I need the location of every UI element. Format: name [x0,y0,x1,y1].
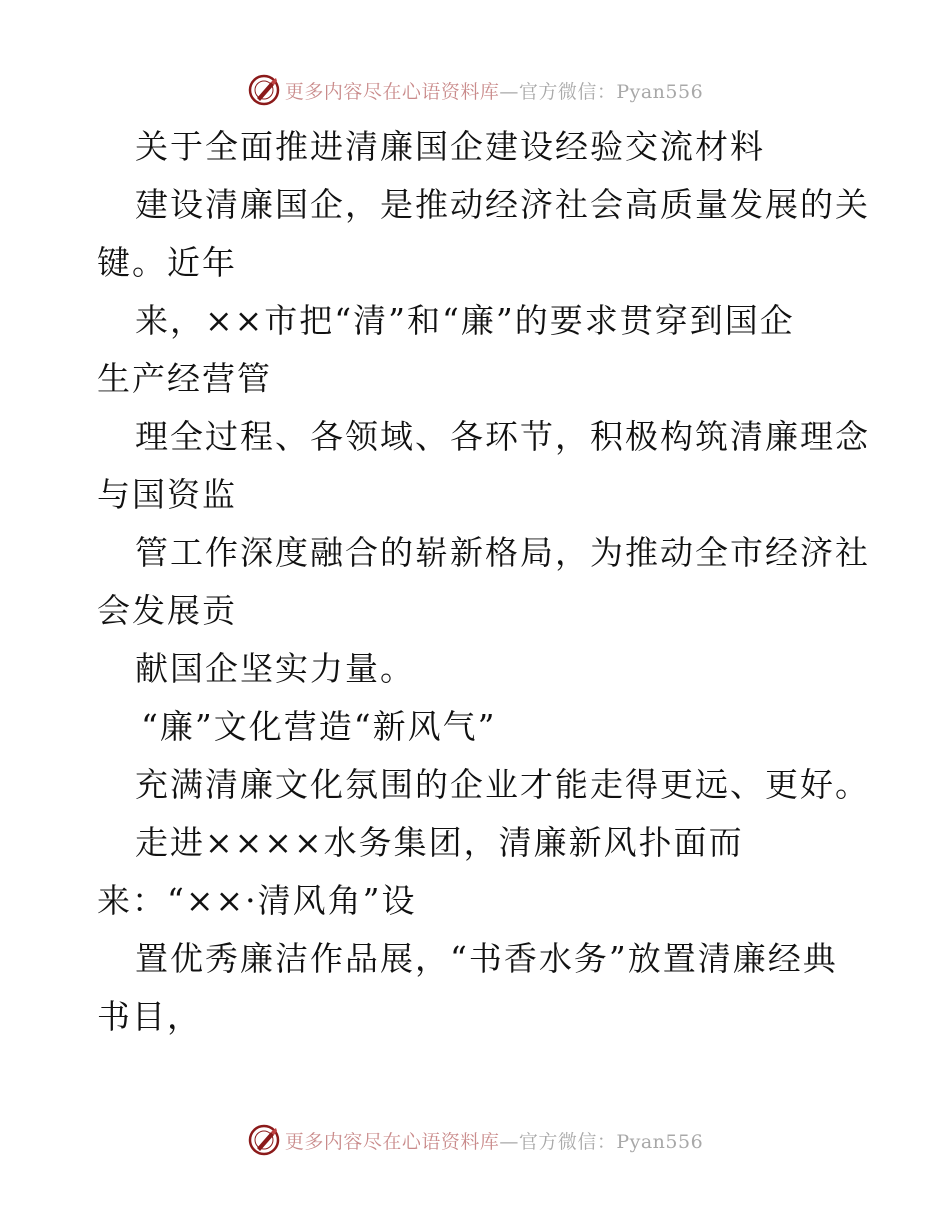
section-heading: “廉”文化营造“新风气” [141,707,497,746]
paragraph-line: 生产经营管 [97,359,272,398]
paragraph-line: 建设清廉国企，是推动经济社会高质量发展的关 [135,185,870,224]
paragraph-line: 充满清廉文化氛围的企业才能走得更远、更好。 [135,765,870,804]
paragraph-line: 理全过程、各领域、各环节，积极构筑清廉理念 [135,417,870,456]
header-watermark [0,70,950,110]
paragraph-line: 管工作深度融合的崭新格局，为推动全市经济社 [135,533,870,572]
pen-circle-logo-icon [247,1123,281,1157]
document-title: 关于全面推进清廉国企建设经验交流材料 [135,127,765,166]
paragraph-line: 来，××市把“清”和“廉”的要求贯穿到国企 [135,301,795,340]
paragraph-line: 来：“××·清风角”设 [97,881,417,920]
watermark-text: 更多内容尽在心语资料库—官方微信：Pyan556 [284,80,704,103]
paragraph-line: 与国资监 [97,475,237,514]
watermark-text: 更多内容尽在心语资料库—官方微信：Pyan556 [284,1130,704,1153]
paragraph-line: 会发展贡 [97,591,237,630]
paragraph-line: 走进××××水务集团，清廉新风扑面而 [135,823,744,862]
paragraph-line: 书目， [97,997,202,1036]
pen-circle-logo-icon [247,73,281,107]
paragraph-line: 置优秀廉洁作品展，“书香水务”放置清廉经典 [135,939,838,978]
footer-watermark [0,1120,950,1160]
paragraph-line: 献国企坚实力量。 [135,649,415,688]
paragraph-line: 键。近年 [97,243,237,282]
document-body [97,118,870,1046]
